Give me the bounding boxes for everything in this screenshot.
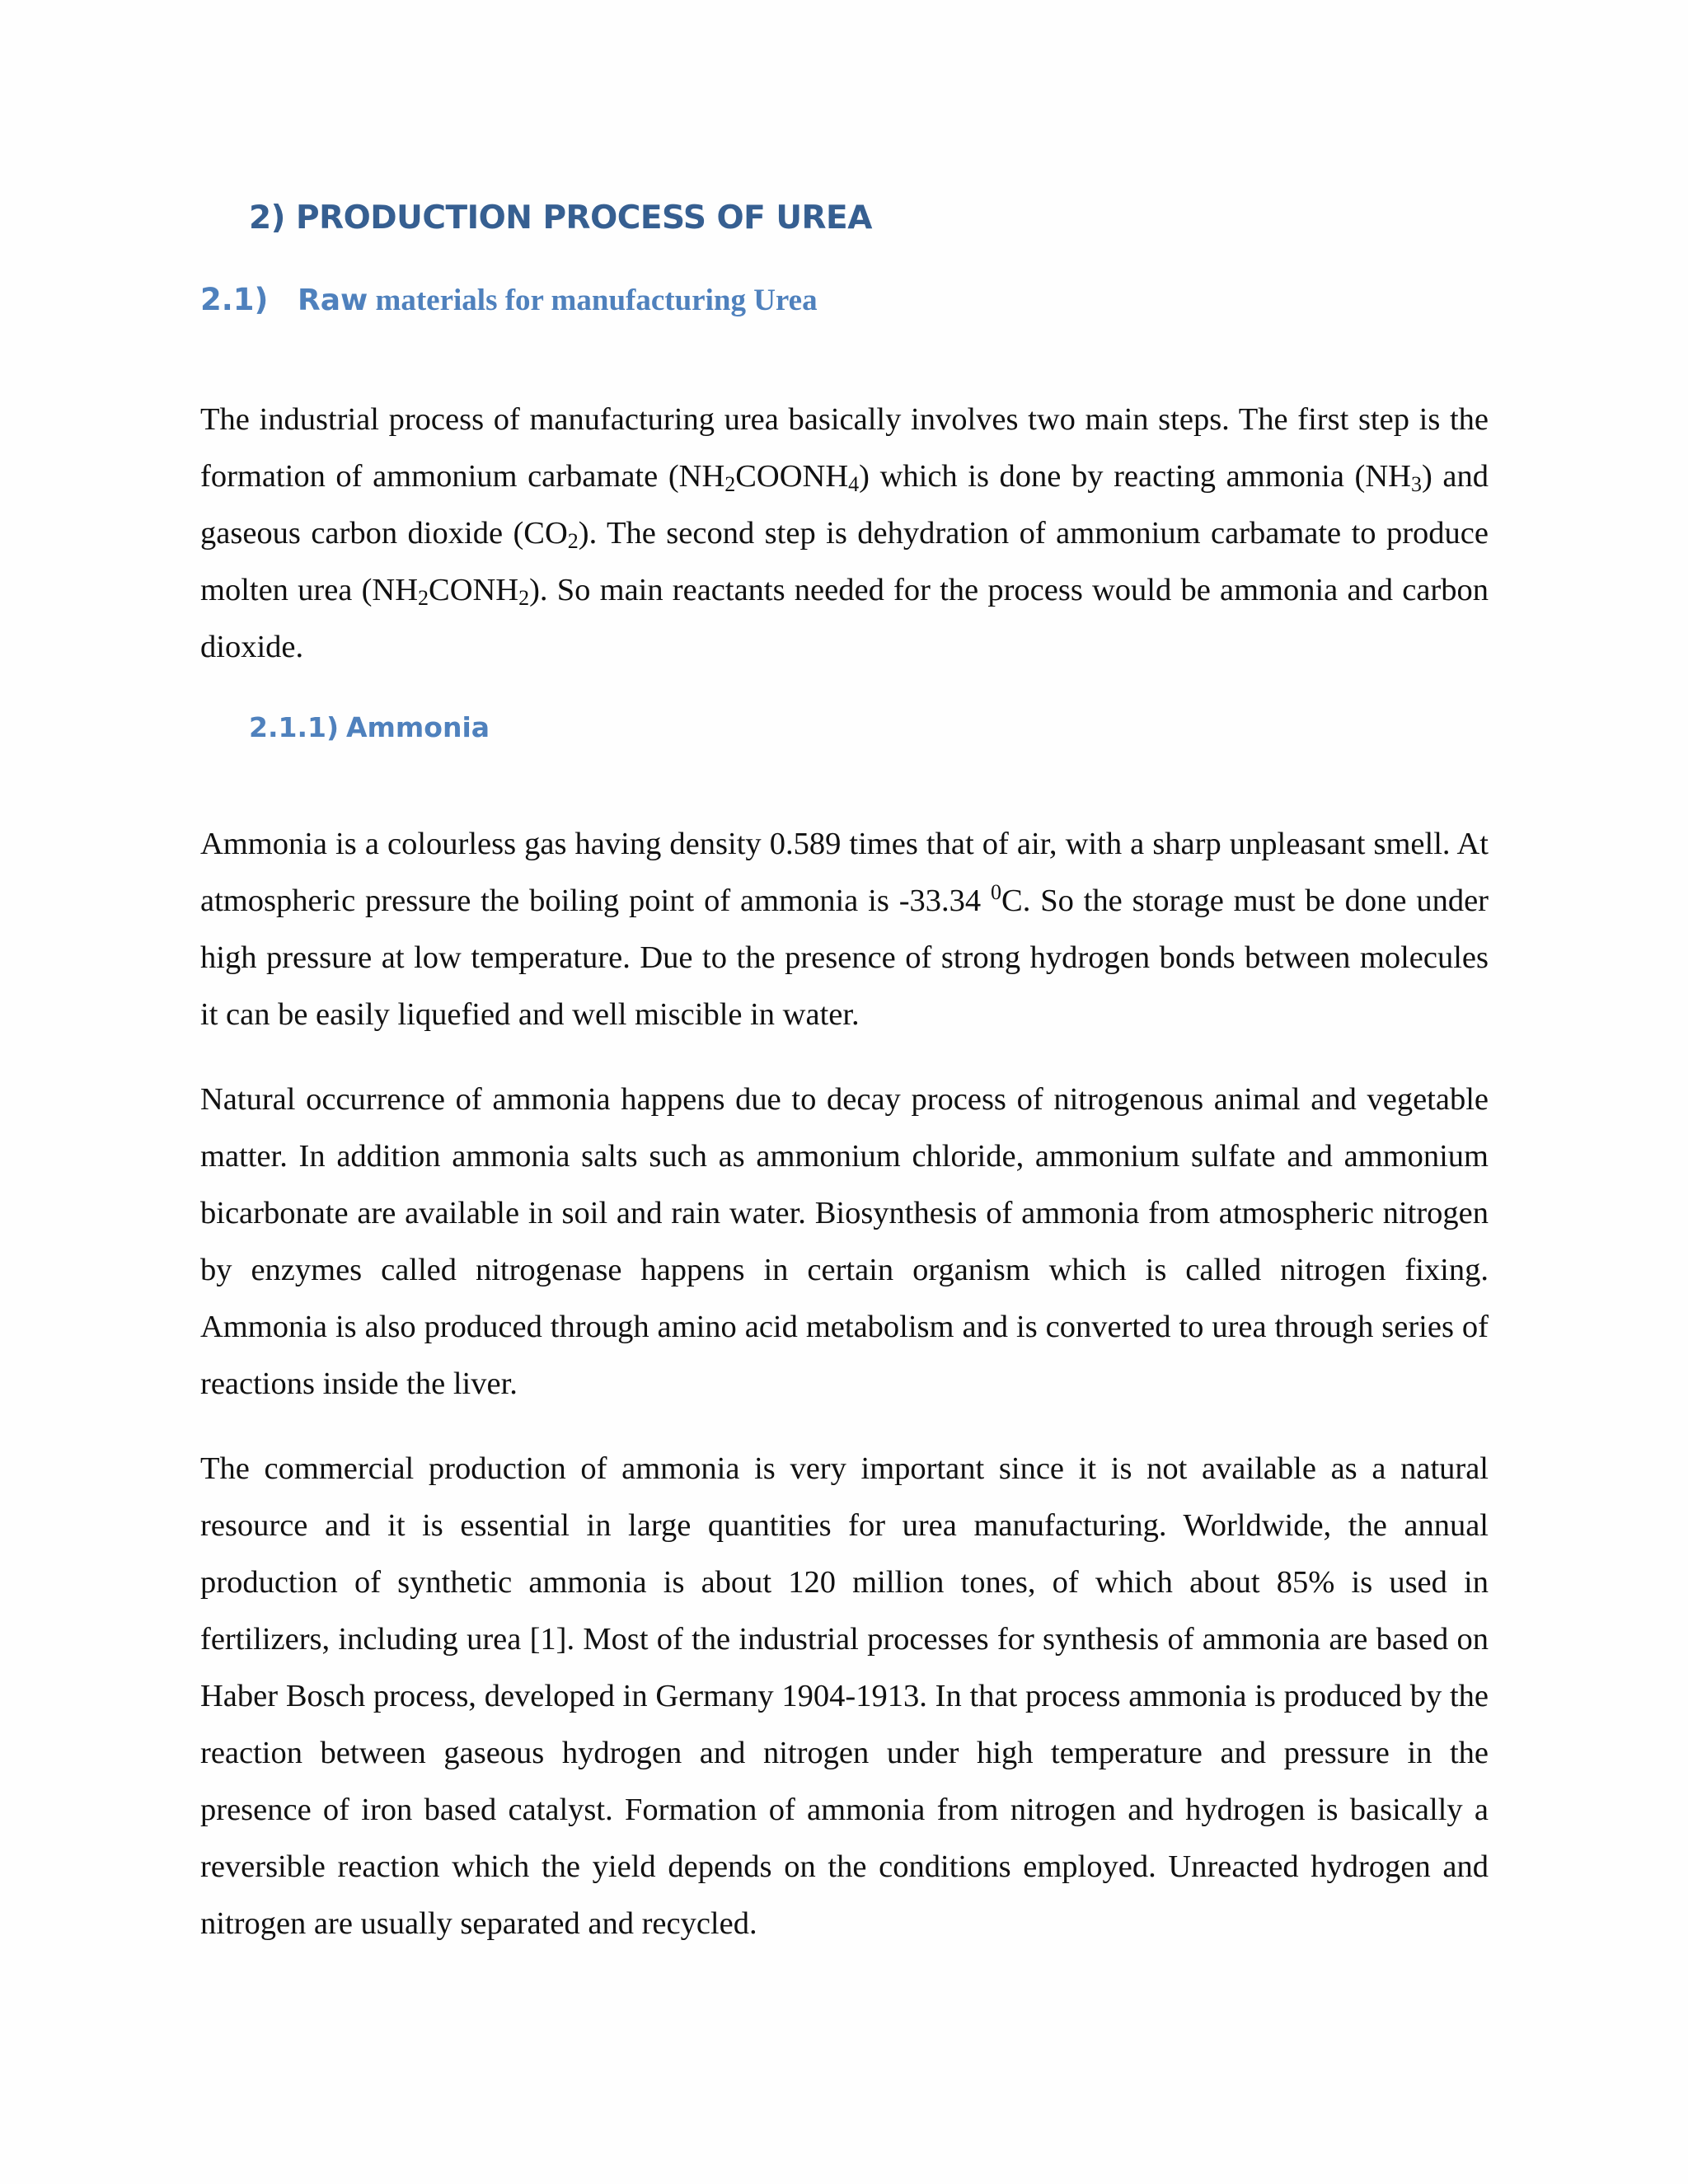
section-title-rest: materials for manufacturing Urea [368,284,818,317]
text-run: ) which is done by reacting ammonia (NH [859,459,1411,494]
text-run: COONH [735,459,849,494]
paragraph-ammonia-properties [200,816,1489,1043]
subsection-number: 2.1.1) [249,711,340,743]
text-run: ). The second step is dehydration of ammonium carbamate to produce molten urea (NH [200,516,1489,607]
text-run: ). So main reactants needed for the process would be ammonia and carbon dioxide. [200,573,1489,664]
subscript: 2 [567,529,579,553]
section-title-first-word: Raw [298,284,368,317]
text-run: Ammonia is a colourless gas having density 0.589 times that of air, with a sharp unpleasant smell. At atmospheric pressure the boiling point of ammonia is -33.34 [200,827,1489,918]
subscript: 3 [1410,472,1422,496]
superscript: 0 [991,880,1002,904]
text-run: The industrial process of manufacturing urea basically involves two main steps. The first step is the formation of ammonium carbamate (NH [200,402,1489,494]
text-run: ) and gaseous carbon dioxide (CO [200,459,1489,551]
subscript: 2 [518,586,530,610]
section-heading-2-1 [200,282,818,318]
subscript: 2 [724,472,736,496]
text-run: C. So the storage must be done under high pressure at low temperature. Due to the presence of strong hydrogen bonds between molecules it can be easily liquefied and well miscible in water. [200,883,1489,1032]
subscript: 2 [418,586,429,610]
subsection-title: Ammonia [346,711,490,743]
paragraph-natural-occurrence: Natural occurrence of ammonia happens due to decay process of nitrogenous animal and vegetable matter. In addition ammonia salts such as ammonium chloride, ammonium sulfate and ammonium bicarbonate are available in soil and rain water. Biosynthesis of ammonia from atmospheric nitrogen by enzymes called nitrogenase happens in certain organism which is called nitrogen fixing. Ammonia is also produced through amino acid metabolism and is converted to urea through series of reactions inside the liver. [200,1082,1489,1401]
paragraph-intro [200,391,1489,676]
section-number: 2.1) [200,282,269,317]
text-run: CONH [429,573,519,607]
subscript: 4 [848,472,860,496]
section-heading-2-1-1 [249,711,490,743]
paragraph-commercial-production: The commercial production of ammonia is very important since it is not available as a natural resource and it is essential in large quantities for urea manufacturing. Worldwide, the annual production of synthetic ammonia is about 120 million tones, of which about 85% is used in fertilizers, including urea [1]. Most of the industrial processes for synthesis of ammonia are based on Haber Bosch process, developed in Germany 1904-1913. In that process ammonia is produced by the reaction between gaseous hydrogen and nitrogen under high temperature and pressure in the presence of iron based catalyst. Formation of ammonia from nitrogen and hydrogen is basically a reversible reaction which the yield depends on the conditions employed. Unreacted hydrogen and nitrogen are usually separated and recycled. [200,1451,1489,1941]
main-heading: 2) PRODUCTION PROCESS OF UREA [249,199,872,237]
